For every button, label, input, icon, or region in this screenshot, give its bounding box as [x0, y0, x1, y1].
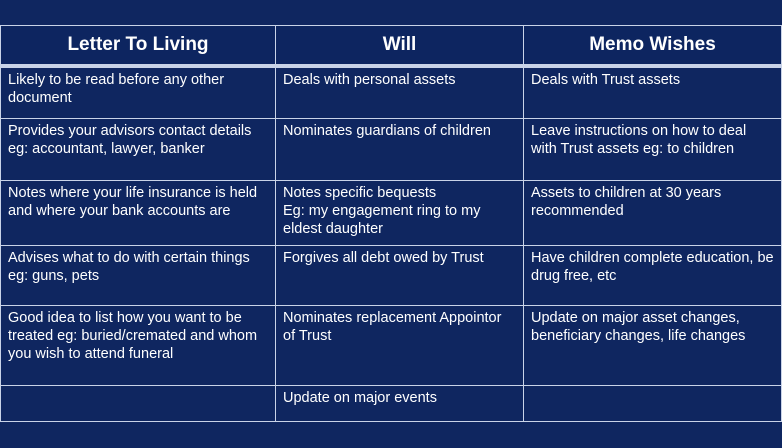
cell-memo: Have children complete education, be drug free, etc: [524, 246, 782, 306]
table-row: [1, 306, 782, 386]
cell-memo: [524, 386, 782, 422]
cell-will: Deals with personal assets: [276, 66, 524, 119]
cell-memo: Leave instructions on how to deal with Trust assets eg: to children: [524, 119, 782, 181]
cell-letter: Likely to be read before any other document: [1, 66, 276, 119]
header-will: Will: [276, 26, 524, 67]
header-memo-wishes: Memo Wishes: [524, 26, 782, 67]
table-row: [1, 246, 782, 306]
header-letter-to-living: Letter To Living: [1, 26, 276, 67]
cell-will-line: Notes specific bequests: [283, 185, 437, 201]
cell-letter: Good idea to list how you want to be treated eg: buried/cremated and whom you wish to attend funeral: [1, 306, 276, 386]
cell-will: Nominates guardians of children: [276, 119, 524, 181]
cell-memo: Assets to children at 30 years recommended: [524, 181, 782, 246]
cell-letter: Provides your advisors contact details eg: accountant, lawyer, banker: [1, 119, 276, 181]
table-row: [1, 119, 782, 181]
cell-will: Forgives all debt owed by Trust: [276, 246, 524, 306]
cell-letter: [1, 386, 276, 422]
cell-will: [276, 181, 524, 246]
header-row: [1, 26, 782, 67]
table-row: [1, 66, 782, 119]
table-row: [1, 386, 782, 422]
comparison-table: [0, 25, 782, 422]
cell-letter: Advises what to do with certain things eg: guns, pets: [1, 246, 276, 306]
cell-memo: Update on major asset changes, beneficiary changes, life changes: [524, 306, 782, 386]
cell-letter: Notes where your life insurance is held and where your bank accounts are: [1, 181, 276, 246]
cell-will: Update on major events: [276, 386, 524, 422]
cell-will: Nominates replacement Appointor of Trust: [276, 306, 524, 386]
table-row: [1, 181, 782, 246]
cell-will-line: Eg: my engagement ring to my eldest daughter: [283, 203, 481, 237]
cell-memo: Deals with Trust assets: [524, 66, 782, 119]
